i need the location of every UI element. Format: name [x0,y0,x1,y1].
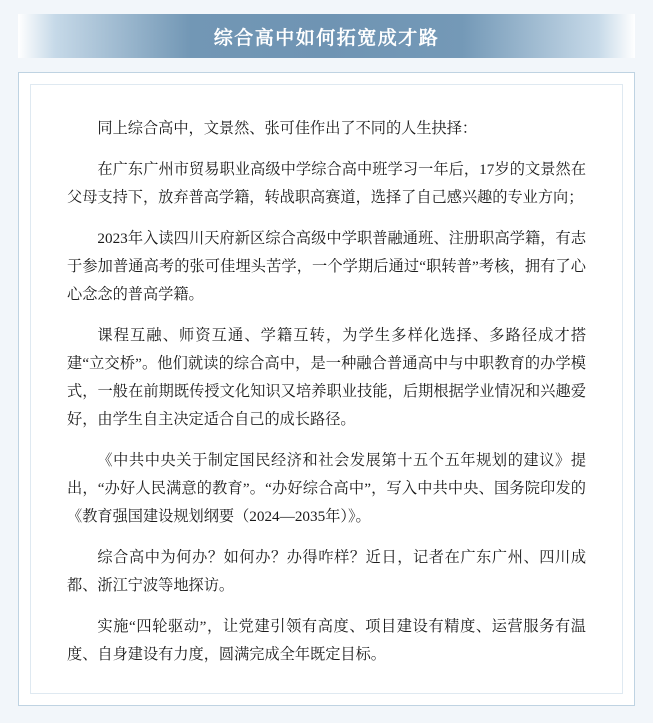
article-paragraph: 《中共中央关于制定国民经济和社会发展第十五个五年规划的建议》提出，“办好人民满意的教育”。“办好综合高中”，写入中共中央、国务院印发的《教育强国建设规划纲要（2024—2035年）》。 [67,452,586,525]
article-paragraph: 综合高中为何办？如何办？办得咋样？近日，记者在广东广州、四川成都、浙江宁波等地探访。 [67,549,586,594]
article-card [18,72,635,706]
article-paragraph: 在广东广州市贸易职业高级中学综合高中班学习一年后，17岁的文景然在父母支持下，放弃普高学籍，转战职高赛道，选择了自己感兴趣的专业方向； [67,161,586,206]
article-body [30,84,623,694]
header-banner [18,14,635,58]
page-title: 综合高中如何拓宽成才路 [213,27,440,49]
article-paragraph: 2023年入读四川天府新区综合高级中学职普融通班、注册职高学籍，有志于参加普通高考的张可佳埋头苦学，一个学期后通过“职转普”考核，拥有了心心念念的普高学籍。 [67,230,586,303]
article-paragraph: 同上综合高中，文景然、张可佳作出了不同的人生抉择： [97,120,478,137]
article-paragraph: 实施“四轮驱动”，让党建引领有高度、项目建设有精度、运营服务有温度、自身建设有力度，圆满完成全年既定目标。 [67,618,586,663]
article-paragraph: 课程互融、师资互通、学籍互转，为学生多样化选择、多路径成才搭建“立交桥”。他们就读的综合高中，是一种融合普通高中与中职教育的办学模式，一般在前期既传授文化知识又培养职业技能，后期根据学业情况和兴趣爱好，由学生自主决定适合自己的成长路径。 [67,327,586,428]
